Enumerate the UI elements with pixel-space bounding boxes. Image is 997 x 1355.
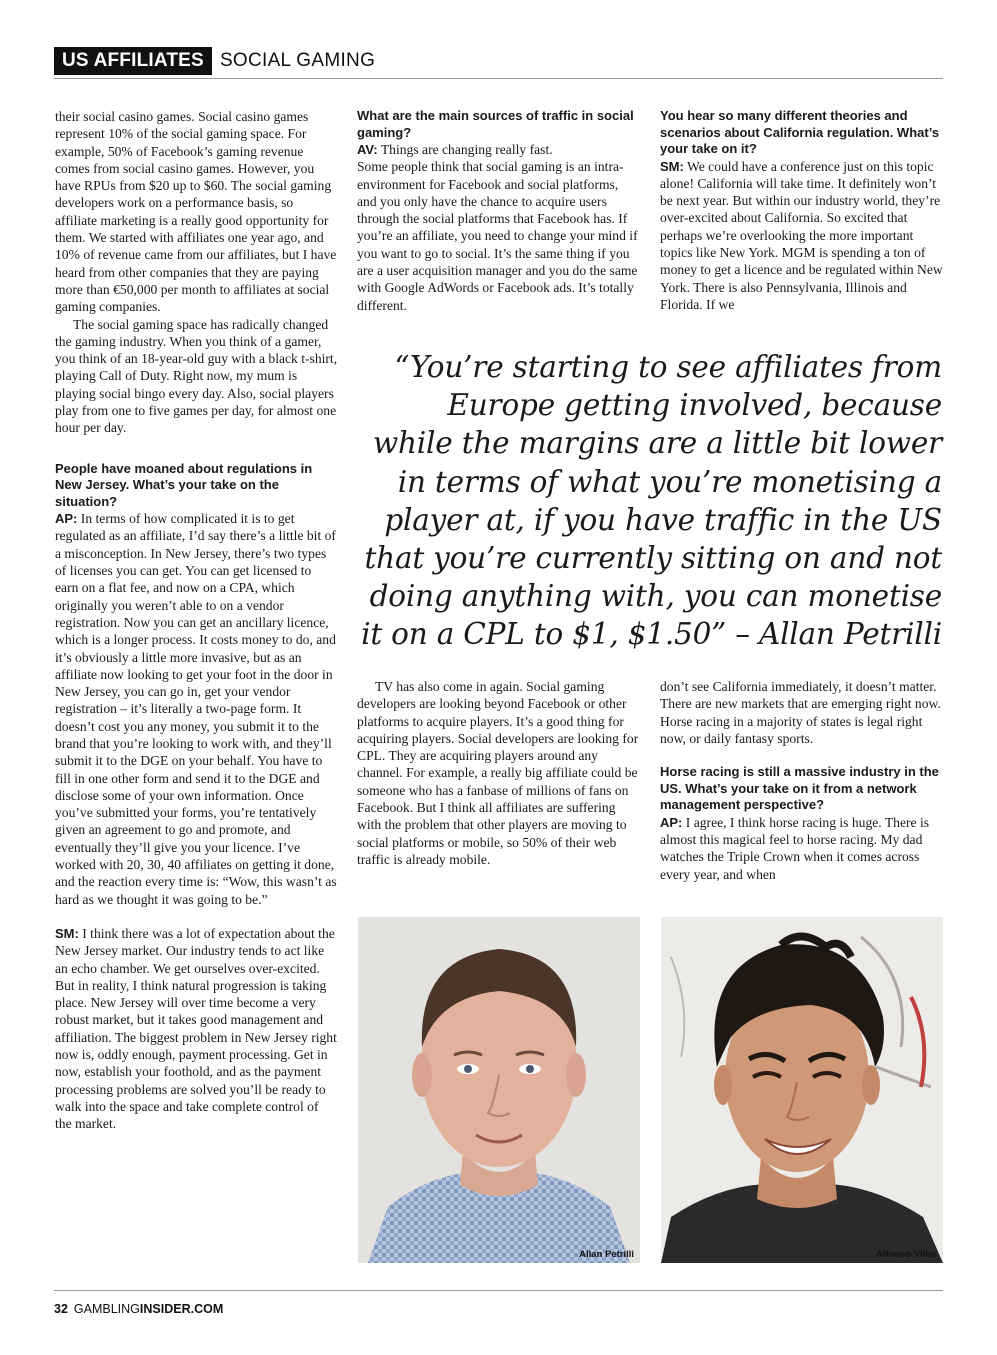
page-number: 32 [54,1302,68,1316]
site-name-suffix: .COM [190,1302,224,1316]
interview-question: You hear so many different theories and scenarios about California regulation. What’s your take on it? [660,108,940,156]
section-label: US AFFILIATES [54,47,212,75]
answer-text: We could have a conference just on this topic alone! California will take time. It definitely won’t be next year. But within our industry world, they’re over-excited about California. So excited that perhaps we’re overlooking the more important topics like New York. MGM is spending a ton of money to get a licence and be regulated within New York. There is also Pennsylvania, Illinois and Florida. If we [660,158,943,312]
article-column-2-continued [357,678,640,868]
pull-quote-line: Europe getting involved, because [447,388,942,423]
portrait-illustration [661,917,943,1263]
article-column-1 [55,108,338,1133]
article-column-3 [660,108,943,313]
interview-answer [55,925,338,1133]
paragraph: TV has also come in again. Social gaming developers are looking beyond Facebook or other platforms to acquire players. It’s a good thing for acquiring players. Social developers are looking for CPL. They are acquiring players around any channel. For example, a really big affiliate could be someone who has a fanbase of millions of fans on Facebook. But I think all affiliates are suffering with the problem that other players are moving to social platforms or mobile, so 50% of their web traffic is already mobile. [357,679,639,867]
footer-rule [54,1290,943,1291]
interview-answer [660,158,943,314]
pull-quote-line: that you’re currently sitting on and not [364,541,942,576]
speaker-initials: AP: [55,511,78,527]
answer-text: I think there was a lot of expectation about the New Jersey market. Our industry tends to act like an echo chamber. We get ourselves over-excited. But in reality, I think natural progression is taking place. New Jersey will over time become a very robust market, but it takes good management and affiliation. The biggest problem in New Jersey right now is, oddly enough, payment processing. Get in now, establish your foothold, and as the payment processing problems are solved you’ll be ready to walk into the space and take complete control of the market. [55,925,337,1132]
subsection-label: SOCIAL GAMING [219,50,376,71]
pull-quote [352,348,942,654]
article-column-3-continued [660,678,943,883]
pull-quote-line: it on a CPL to $1, $1.50” – Allan Petrilli [361,617,942,652]
photo-caption: Allan Petrilli [579,1249,634,1260]
answer-text: Things are changing really fast. [377,142,553,157]
portrait-photo-alfonso-villar [661,917,943,1263]
answer-text: In terms of how complicated it is to get regulated as an affiliate, I’d say there’s a little bit of a misconception. In New Jersey, there’s two types of licenses you can get. You can get licensed to earn on a flat fee, and now on a CPA, which originally you weren’t able to on a vendor registration. Now you can get an ancillary licence, which is a longer process. It costs money to do, and it’s obviously a little more invasive, but as an affiliate now looking to get your foot in the door in New Jersey, you can go in, get your vendor registration – it’s literally a two-page form. It doesn’t cost you any money, you submit it to the brand that you’re looking to work with, and they’ll submit it to the DGE on your behalf. You have to fill in one other form and send it to the DGE and disclose some of your own information. Once you’ve submitted your forms, you’re tentatively given an agreement to go and promote, and eventually they’ll give you your licence. I’ve worked with 20, 30, 40 affiliates on getting it done, and the reaction every time is: “Wow, this wasn’t as hard as we thought it was going to be.” [55,511,337,907]
paragraph: The social gaming space has radically changed the gaming industry. When you think of a gamer, you think of an 18-year-old guy with a black t-shirt, playing Call of Duty. Right now, my mum is playing social bingo every day. Also, social players play from one to five games per day, for almost one hour per day. [55,316,338,436]
speaker-initials: AP: [660,814,683,830]
site-name-bold: INSIDER [139,1302,191,1316]
pull-quote-line: doing anything with, you can monetise [369,579,942,614]
portrait-photo-allan-petrilli [358,917,640,1263]
pull-quote-line: while the margins are a little bit lower [372,426,942,461]
pull-quote-line: “You’re starting to see affiliates from [394,350,942,384]
site-name-prefix: GAMBLING [73,1302,140,1316]
interview-question: What are the main sources of traffic in social gaming? [357,108,634,140]
pull-quote-line: in terms of what you’re monetising a [397,464,942,499]
interview-question: People have moaned about regulations in New Jersey. What’s your take on the situation? [55,460,313,509]
section-header [54,47,375,75]
speaker-initials: SM: [660,158,684,174]
pull-quote-line: player at, if you have traffic in the US [384,502,942,537]
interview-answer [357,141,640,158]
paragraph: don’t see California immediately, it doesn’t matter. There are new markets that are emerging right now. Horse racing in a majority of states is legal right now, or daily fantasy sports. [660,679,941,746]
speaker-initials: SM: [55,925,79,941]
speaker-initials: AV: [357,142,378,157]
photo-caption: Alfonso Villar [875,1249,937,1260]
article-column-2 [357,108,640,314]
interview-answer [55,510,338,908]
page-footer [54,1302,223,1316]
portrait-illustration [358,917,640,1263]
interview-answer [660,814,943,883]
header-rule [54,78,943,79]
interview-question: Horse racing is still a massive industry in the US. What’s your take on it from a network management perspective? [660,764,939,813]
answer-text: I agree, I think horse racing is huge. There is almost this magical feel to horse racing. My dad watches the Triple Crown when it comes across every year, and when [660,814,930,882]
paragraph: Some people think that social gaming is an intra-environment for Facebook and social platforms, and you only have the chance to acquire users through the social platforms that Facebook has. If you’re an affiliate, you need to change your mind if you want to go to social. It’s the same thing if you are a user acquisition manager and you do the same with Google AdWords or Facebook ads. It’s totally different. [357,159,638,313]
paragraph: their social casino games. Social casino games represent 10% of the social gaming space. For example, 50% of Facebook’s gaming revenue comes from social casino games. However, you have RPUs from $20 up to $60. The social gaming developers work on a performance basis, so affiliate marketing is a really good opportunity for them. We started with affiliates one year ago, and 10% of revenue came from our affiliates, but I have heard from other companies that they are paying more than €50,000 per month to affiliates at social gaming companies. [55,109,337,315]
